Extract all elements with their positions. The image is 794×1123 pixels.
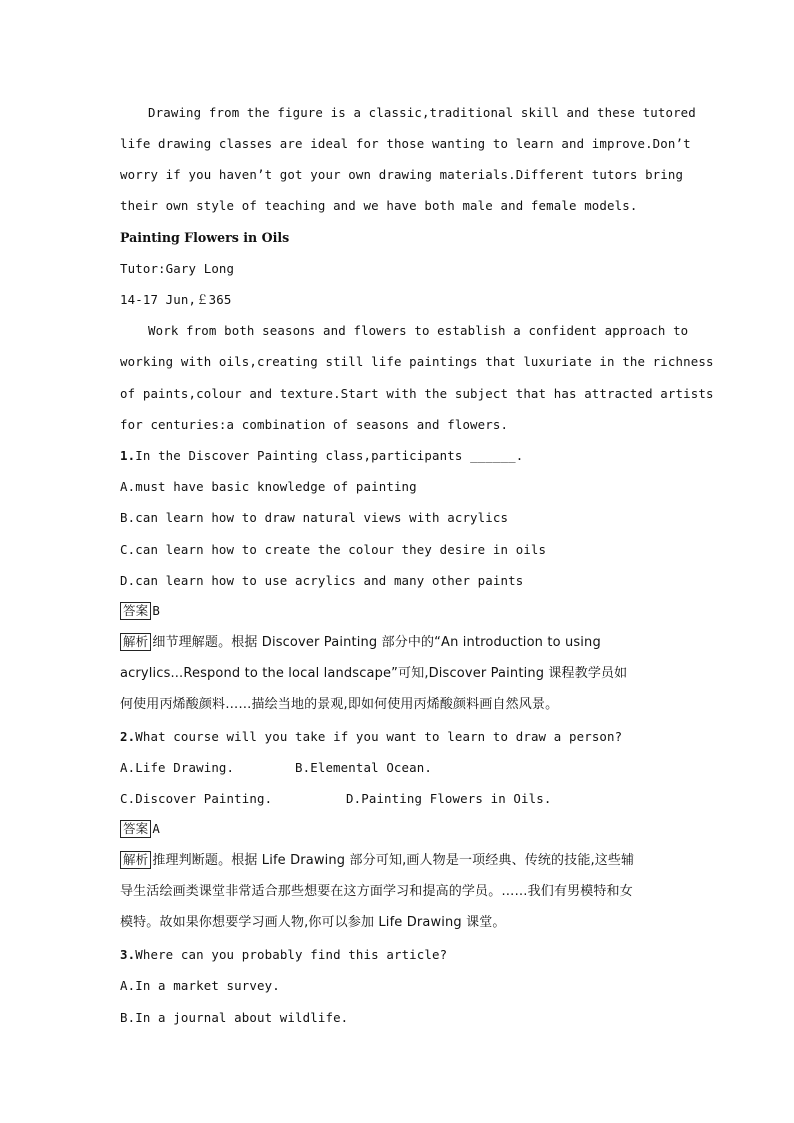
answer-line (120, 819, 160, 839)
option-c: C.Discover Painting. (120, 791, 273, 806)
analysis-text: 细节理解题。根据 Discover Painting 部分中的“An introduction to using (152, 635, 601, 650)
analysis-line: 何使用丙烯酸颜料……描绘当地的景观,即如何使用丙烯酸颜料画自然风景。 (120, 697, 559, 712)
answer-tag: 答案 (120, 602, 151, 620)
tutor-line: Tutor:Gary Long (120, 261, 235, 276)
answer-tag: 答案 (120, 820, 151, 838)
paragraph-line: working with oils,creating still life paintings that luxuriate in the richness (120, 354, 714, 369)
answer-line (120, 601, 160, 621)
option-b: B.In a journal about wildlife. (120, 1010, 349, 1025)
analysis-tag: 解析 (120, 633, 151, 651)
paragraph-line: their own style of teaching and we have both male and female models. (120, 198, 638, 213)
option-d: D.Painting Flowers in Oils. (346, 791, 552, 806)
dates-price-line: 14-17 Jun,￡365 (120, 292, 232, 307)
question-3 (120, 945, 447, 965)
paragraph-line: for centuries:a combination of seasons and flowers. (120, 417, 509, 432)
question-stem: What course will you take if you want to learn to draw a person? (135, 729, 623, 744)
option-a: A.must have basic knowledge of painting (120, 479, 417, 494)
analysis-line: acrylics...Respond to the local landscape”可知,Discover Painting 课程教学员如 (120, 666, 628, 681)
option-c: C.can learn how to create the colour they desire in oils (120, 542, 547, 557)
answer-value: B (152, 603, 160, 618)
question-number: 3. (120, 947, 136, 962)
analysis-line: 模特。故如果你想要学习画人物,你可以参加 Life Drawing 课堂。 (120, 915, 506, 930)
analysis-line (120, 851, 634, 871)
analysis-line: 导生活绘画类课堂非常适合那些想要在这方面学习和提高的学员。……我们有男模特和女 (120, 884, 633, 899)
paragraph-line: worry if you haven’t got your own drawing materials.Different tutors bring (120, 167, 684, 182)
paragraph-line: of paints,colour and texture.Start with the subject that has attracted artists (120, 386, 714, 401)
section-heading: Painting Flowers in Oils (120, 230, 290, 245)
option-b: B.can learn how to draw natural views with acrylics (120, 510, 509, 525)
question-number: 2. (120, 729, 136, 744)
answer-value: A (152, 821, 160, 836)
paragraph-line: Work from both seasons and flowers to establish a confident approach to (148, 323, 689, 338)
analysis-line (120, 633, 601, 653)
question-2 (120, 727, 622, 747)
paragraph-line: Drawing from the figure is a classic,traditional skill and these tutored (148, 105, 696, 120)
question-1 (120, 446, 523, 466)
question-stem: Where can you probably find this article? (135, 947, 448, 962)
analysis-tag: 解析 (120, 851, 151, 869)
analysis-text: 推理判断题。根据 Life Drawing 部分可知,画人物是一项经典、传统的技能,这些辅 (152, 853, 635, 868)
option-a: A.Life Drawing. (120, 760, 235, 775)
option-a: A.In a market survey. (120, 978, 280, 993)
question-stem: In the Discover Painting class,participants ______. (135, 448, 524, 463)
paragraph-line: life drawing classes are ideal for those wanting to learn and improve.Don’t (120, 136, 691, 151)
option-b: B.Elemental Ocean. (295, 760, 432, 775)
option-d: D.can learn how to use acrylics and many other paints (120, 573, 524, 588)
question-number: 1. (120, 448, 136, 463)
